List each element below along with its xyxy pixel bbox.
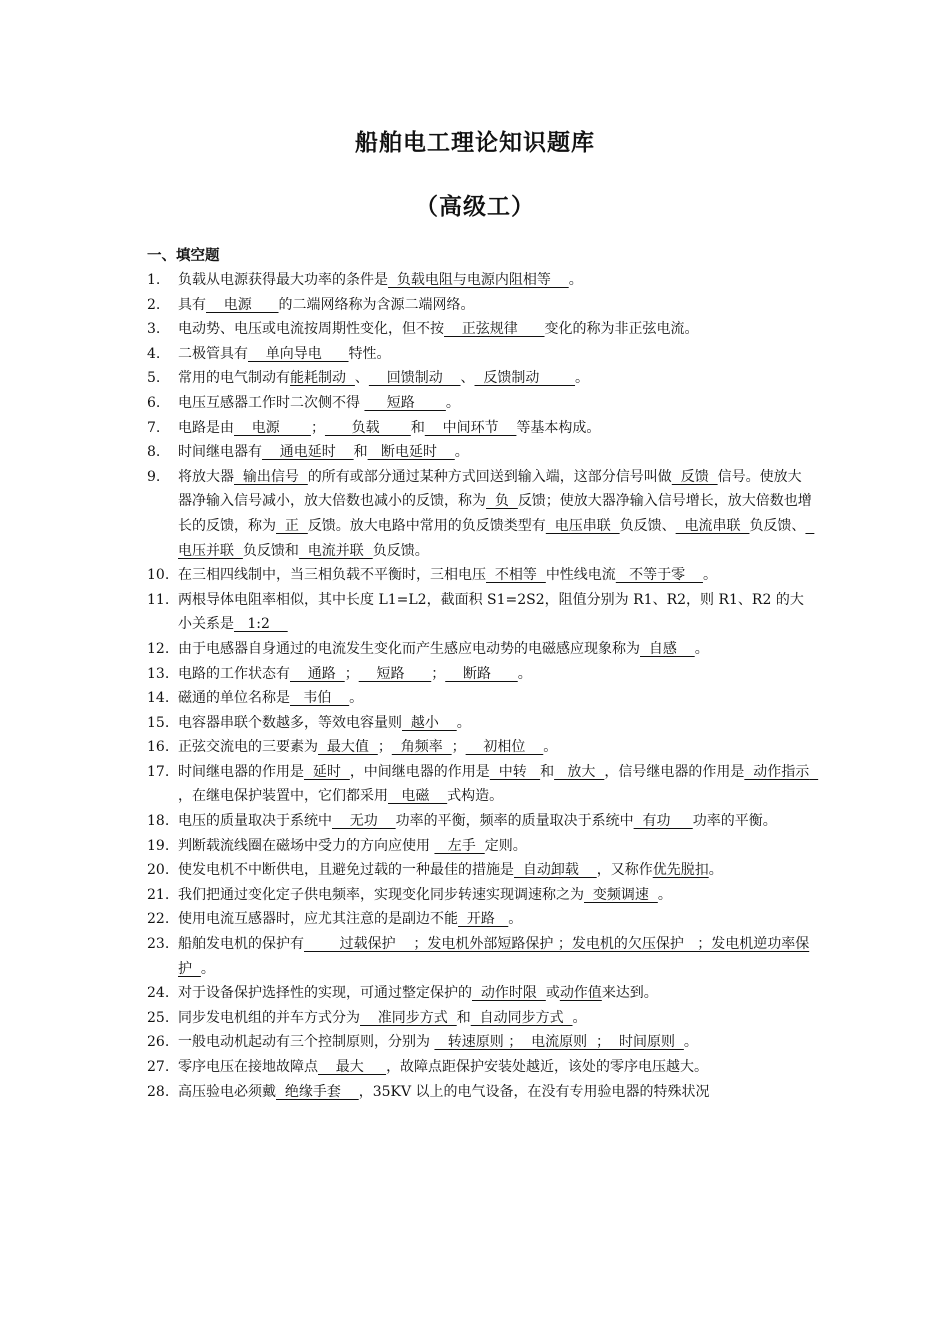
question-text: 正弦交流电的三要素为 xyxy=(178,739,318,756)
answer-blank: 优先脱扣 xyxy=(652,862,709,879)
question-text: 负反馈和 xyxy=(242,542,299,559)
answer-blank: 负载 xyxy=(324,419,411,436)
question-item xyxy=(147,1030,812,1055)
question-text: 反馈；使放大器净输入信号增长，放大倍数也增长的反馈，称为 xyxy=(178,493,812,534)
question-text: 对于设备保护选择性的实现，可通过整定保护的 xyxy=(178,985,472,1002)
question-number: 10. xyxy=(147,567,170,584)
question-item xyxy=(147,293,812,318)
answer-blank: 电源 xyxy=(206,296,279,313)
question-number: 19. xyxy=(147,837,170,854)
question-number: 25. xyxy=(147,1009,170,1026)
question-text: 船舶发电机的保护有 xyxy=(178,936,304,953)
answer-blank: 变频调速 xyxy=(584,886,658,903)
question-number: 8. xyxy=(147,444,161,461)
question-number: 28. xyxy=(147,1083,170,1100)
question-text: 。 xyxy=(456,714,471,731)
answer-blank: 越小 xyxy=(402,714,457,731)
question-number: 5. xyxy=(147,370,161,387)
question-item xyxy=(147,907,812,932)
question-text: 或 xyxy=(545,985,560,1002)
answer-blank: 无功 xyxy=(332,813,396,830)
question-number: 14. xyxy=(147,690,170,707)
question-number: 16. xyxy=(147,739,170,756)
answer-blank: 通路 xyxy=(290,665,345,682)
question-text: 两根导体电阻率相似，其中长度 L1=L2，截面积 S1=2S2，阻值分别为 R1、R2，则 R1、R2 的大小关系是 xyxy=(178,591,804,633)
question-item xyxy=(147,1006,812,1031)
question-number: 27. xyxy=(147,1059,170,1075)
question-text: 等基本构成。 xyxy=(516,419,601,436)
answer-blank: 断路 xyxy=(445,665,518,682)
answer-blank: 反馈 xyxy=(671,468,718,485)
question-number: 2. xyxy=(147,296,161,313)
answer-blank: 不等于零 xyxy=(615,567,703,584)
question-text: 。 xyxy=(508,911,523,928)
question-text: 具有 xyxy=(178,296,206,313)
question-text: 。 xyxy=(517,665,532,682)
question-text: 。 xyxy=(454,444,469,461)
answer-blank: 回馈制动 xyxy=(368,370,461,387)
question-text: ，信号继电器的作用是 xyxy=(604,763,745,780)
answer-blank: 正弦规律 xyxy=(444,321,545,338)
question-item xyxy=(147,711,812,736)
question-text: 的所有或部分通过某种方式回送到输入端，这部分信号叫做 xyxy=(307,468,672,485)
answer-blank: 准同步方式 xyxy=(360,1009,457,1026)
answer-blank: 负载电阻与电源内阻相等 xyxy=(388,272,569,288)
question-item xyxy=(147,760,819,809)
question-text: 。 xyxy=(683,1034,698,1051)
question-number: 9. xyxy=(147,468,161,485)
question-text: 中性线电流 xyxy=(545,567,616,584)
answer-blank: 韦伯 xyxy=(290,690,350,707)
question-text: 电动势、电压或电流按周期性变化，但不按 xyxy=(178,321,444,338)
question-item xyxy=(147,1080,812,1105)
question-text: 的二端网络称为含源二端网络。 xyxy=(278,296,475,313)
answer-blank: 开路 xyxy=(458,911,509,928)
question-text: 电路是由 xyxy=(178,419,234,436)
question-item xyxy=(147,662,812,687)
question-text: ，故障点距保护安装处越近，该处的零序电压越大。 xyxy=(386,1059,709,1075)
question-text: 定则。 xyxy=(484,837,527,854)
question-text: 负反馈、 xyxy=(619,517,676,534)
answer-blank: 电磁 xyxy=(388,788,448,805)
question-text: 、 xyxy=(460,370,475,387)
answer-blank: 动作值 xyxy=(559,985,602,1002)
question-text: 。 xyxy=(708,862,723,879)
question-number: 7. xyxy=(147,419,161,436)
question-text: ； xyxy=(310,419,325,436)
question-text: 反馈。放大电路中常用的负反馈类型有 xyxy=(307,517,546,534)
answer-blank: 中转 xyxy=(489,763,541,780)
question-text: 。 xyxy=(543,739,558,756)
question-item xyxy=(147,366,812,391)
answer-blank: 电流并联 xyxy=(298,542,373,559)
question-text: 。 xyxy=(445,394,460,411)
question-list xyxy=(147,268,819,1104)
question-text: 、 xyxy=(354,370,369,387)
answer-blank: 通电延时 xyxy=(262,444,354,461)
question-text: 由于电感器自身通过的电流发生变化而产生感应电动势的电磁感应现象称为 xyxy=(178,640,640,657)
answer-blank: 过载保护 ；发电机外部短路保护 ；发电机的欠压保护 ；发电机逆功率保护 xyxy=(178,936,810,977)
question-text: 和 xyxy=(540,763,555,780)
answer-blank: 自感 xyxy=(640,640,695,657)
answer-blank: 放大 xyxy=(554,763,605,780)
question-text: 负反馈。 xyxy=(372,542,429,559)
answer-blank: 输出信号 xyxy=(234,468,308,485)
question-text: ，在继电保护装置中，它们都采用 xyxy=(178,788,388,805)
question-text: 判断载流线圈在磁场中受力的方向应使用 xyxy=(178,837,435,854)
question-text: 时间继电器的作用是 xyxy=(178,763,304,780)
answer-blank: 电流串联 xyxy=(675,517,750,534)
answer-blank: 最大值 xyxy=(318,739,378,756)
answer-blank: 不相等 xyxy=(486,567,546,584)
question-number: 26. xyxy=(147,1034,170,1051)
question-text: 和 xyxy=(353,444,368,461)
answer-blank: 动作指示 xyxy=(744,763,819,780)
answer-blank: 单向导电 xyxy=(248,345,349,362)
question-number: 24. xyxy=(147,985,170,1002)
question-item xyxy=(147,834,812,859)
answer-blank: 左手 xyxy=(434,837,485,854)
answer-blank: 自动同步方式 xyxy=(470,1009,573,1026)
question-text: 磁通的单位名称是 xyxy=(178,690,290,707)
question-text: 。 xyxy=(200,960,215,977)
question-text: 。 xyxy=(349,690,364,707)
document-title: 船舶电工理论知识题库 xyxy=(355,130,595,156)
question-text: 常用的电气制动有 xyxy=(178,370,290,387)
question-text: ，中间继电器的作用是 xyxy=(349,763,490,780)
question-text: 我们把通过变化定子供电频率，实现变化同步转速实现调速称之为 xyxy=(178,886,584,903)
question-text: 特性。 xyxy=(348,345,391,362)
question-text: 二极管具有 xyxy=(178,345,248,362)
question-text: 同步发电机组的并车方式分为 xyxy=(178,1009,360,1026)
question-item xyxy=(147,268,812,293)
question-item xyxy=(147,883,812,908)
question-item xyxy=(147,686,812,711)
answer-blank: 有功 xyxy=(633,813,693,830)
answer-blank: 能耗制动 xyxy=(290,370,355,387)
question-text: ； xyxy=(451,739,466,756)
question-text: 将放大器 xyxy=(178,468,234,485)
question-text: 。 xyxy=(575,370,590,387)
question-text: 功率的平衡。 xyxy=(692,813,777,830)
question-number: 3. xyxy=(147,321,161,338)
question-item xyxy=(147,563,812,588)
answer-blank: 初相位 xyxy=(465,739,544,756)
answer-blank: 角频率 xyxy=(391,739,452,756)
question-text: 高压验电必须戴 xyxy=(178,1083,276,1100)
question-text: 电路的工作状态有 xyxy=(178,665,290,682)
question-item xyxy=(147,588,812,637)
answer-blank: 绝缘手套 xyxy=(276,1083,359,1100)
question-item xyxy=(147,342,812,367)
question-item xyxy=(147,1055,812,1080)
answer-blank: 反馈制动 xyxy=(474,370,576,387)
question-item xyxy=(147,465,815,563)
question-text: ，又称作 xyxy=(596,862,653,879)
answer-blank: 1:2 xyxy=(234,616,288,633)
question-text: 电容器串联个数越多，等效电容量则 xyxy=(178,714,402,731)
question-text: ，35KV 以上的电气设备，在没有专用验电器的特殊状况 xyxy=(358,1083,710,1100)
question-number: 23. xyxy=(147,936,170,953)
question-text: 负反馈、 xyxy=(749,517,806,534)
answer-blank: 负 xyxy=(486,493,518,510)
question-text: 时间继电器有 xyxy=(178,444,262,461)
question-item xyxy=(147,981,812,1006)
question-text: 使发电机不中断供电，且避免过载的一种最佳的措施是 xyxy=(178,862,514,879)
question-text: 变化的称为非正弦电流。 xyxy=(544,321,699,338)
answer-blank: 正 xyxy=(276,517,308,534)
question-item xyxy=(147,440,812,465)
question-text: 。 xyxy=(657,886,672,903)
question-text: ； xyxy=(344,665,359,682)
question-text: 。 xyxy=(702,567,717,584)
answer-blank: 电压并联 xyxy=(178,517,815,559)
section-heading: 一、填空题 xyxy=(147,248,220,264)
question-number: 17. xyxy=(147,763,170,780)
question-item xyxy=(147,735,812,760)
question-text: 。 xyxy=(694,640,709,657)
question-text: 一般电动机起动有三个控制原则，分别为 xyxy=(178,1034,435,1051)
question-number: 6. xyxy=(147,394,161,411)
answer-blank: 断电延时 xyxy=(367,444,455,461)
question-number: 21. xyxy=(147,886,170,903)
answer-blank: 延时 xyxy=(304,763,350,780)
question-item xyxy=(147,317,812,342)
question-number: 12. xyxy=(147,640,170,657)
question-text: 式构造。 xyxy=(447,788,504,805)
question-text: 信号。使放大器净输入信号减小，放大倍数也减小的反馈，称为 xyxy=(178,468,802,510)
question-number: 18. xyxy=(147,813,170,830)
question-text: 和 xyxy=(456,1009,471,1026)
question-number: 13. xyxy=(147,665,170,682)
question-item xyxy=(147,858,812,883)
question-text: 使用电流互感器时，应尤其注意的是副边不能 xyxy=(178,911,458,928)
question-item xyxy=(147,637,812,662)
answer-blank: 电压串联 xyxy=(545,517,620,534)
question-item xyxy=(147,932,812,981)
question-number: 22. xyxy=(147,911,170,928)
question-number: 4. xyxy=(147,345,161,362)
answer-blank: 转速原则 ； 电流原则 ； 时间原则 xyxy=(434,1034,684,1051)
answer-blank: 最大 xyxy=(318,1059,387,1075)
question-text: 零序电压在接地故障点 xyxy=(178,1059,318,1075)
question-number: 1. xyxy=(147,272,161,288)
answer-blank: 电源 xyxy=(234,419,311,436)
question-text: 。 xyxy=(572,1009,587,1026)
question-item xyxy=(147,416,812,441)
question-text: ； xyxy=(377,739,392,756)
question-text: 电压互感器工作时二次侧不得 xyxy=(178,394,365,411)
question-text: 和 xyxy=(410,419,425,436)
answer-blank: 短路 xyxy=(364,394,446,411)
answer-blank: 短路 xyxy=(358,665,432,682)
answer-blank: 中间环节 xyxy=(424,419,517,436)
question-text: 电压的质量取决于系统中 xyxy=(178,813,332,830)
question-item xyxy=(147,809,812,834)
question-text: 在三相四线制中，当三相负载不平衡时，三相电压 xyxy=(178,567,486,584)
document-subtitle: （高级工） xyxy=(415,194,535,220)
question-number: 15. xyxy=(147,714,170,731)
question-text: 功率的平衡，频率的质量取决于系统中 xyxy=(395,813,634,830)
question-item xyxy=(147,391,812,416)
question-text: ； xyxy=(431,665,446,682)
question-text: 。 xyxy=(568,272,583,288)
answer-blank: 自动卸载 xyxy=(514,862,597,879)
question-number: 11. xyxy=(147,591,170,608)
question-number: 20. xyxy=(147,862,170,879)
question-text: 负载从电源获得最大功率的条件是 xyxy=(178,272,388,288)
answer-blank: 动作时限 xyxy=(472,985,546,1002)
question-text: 来达到。 xyxy=(601,985,658,1002)
